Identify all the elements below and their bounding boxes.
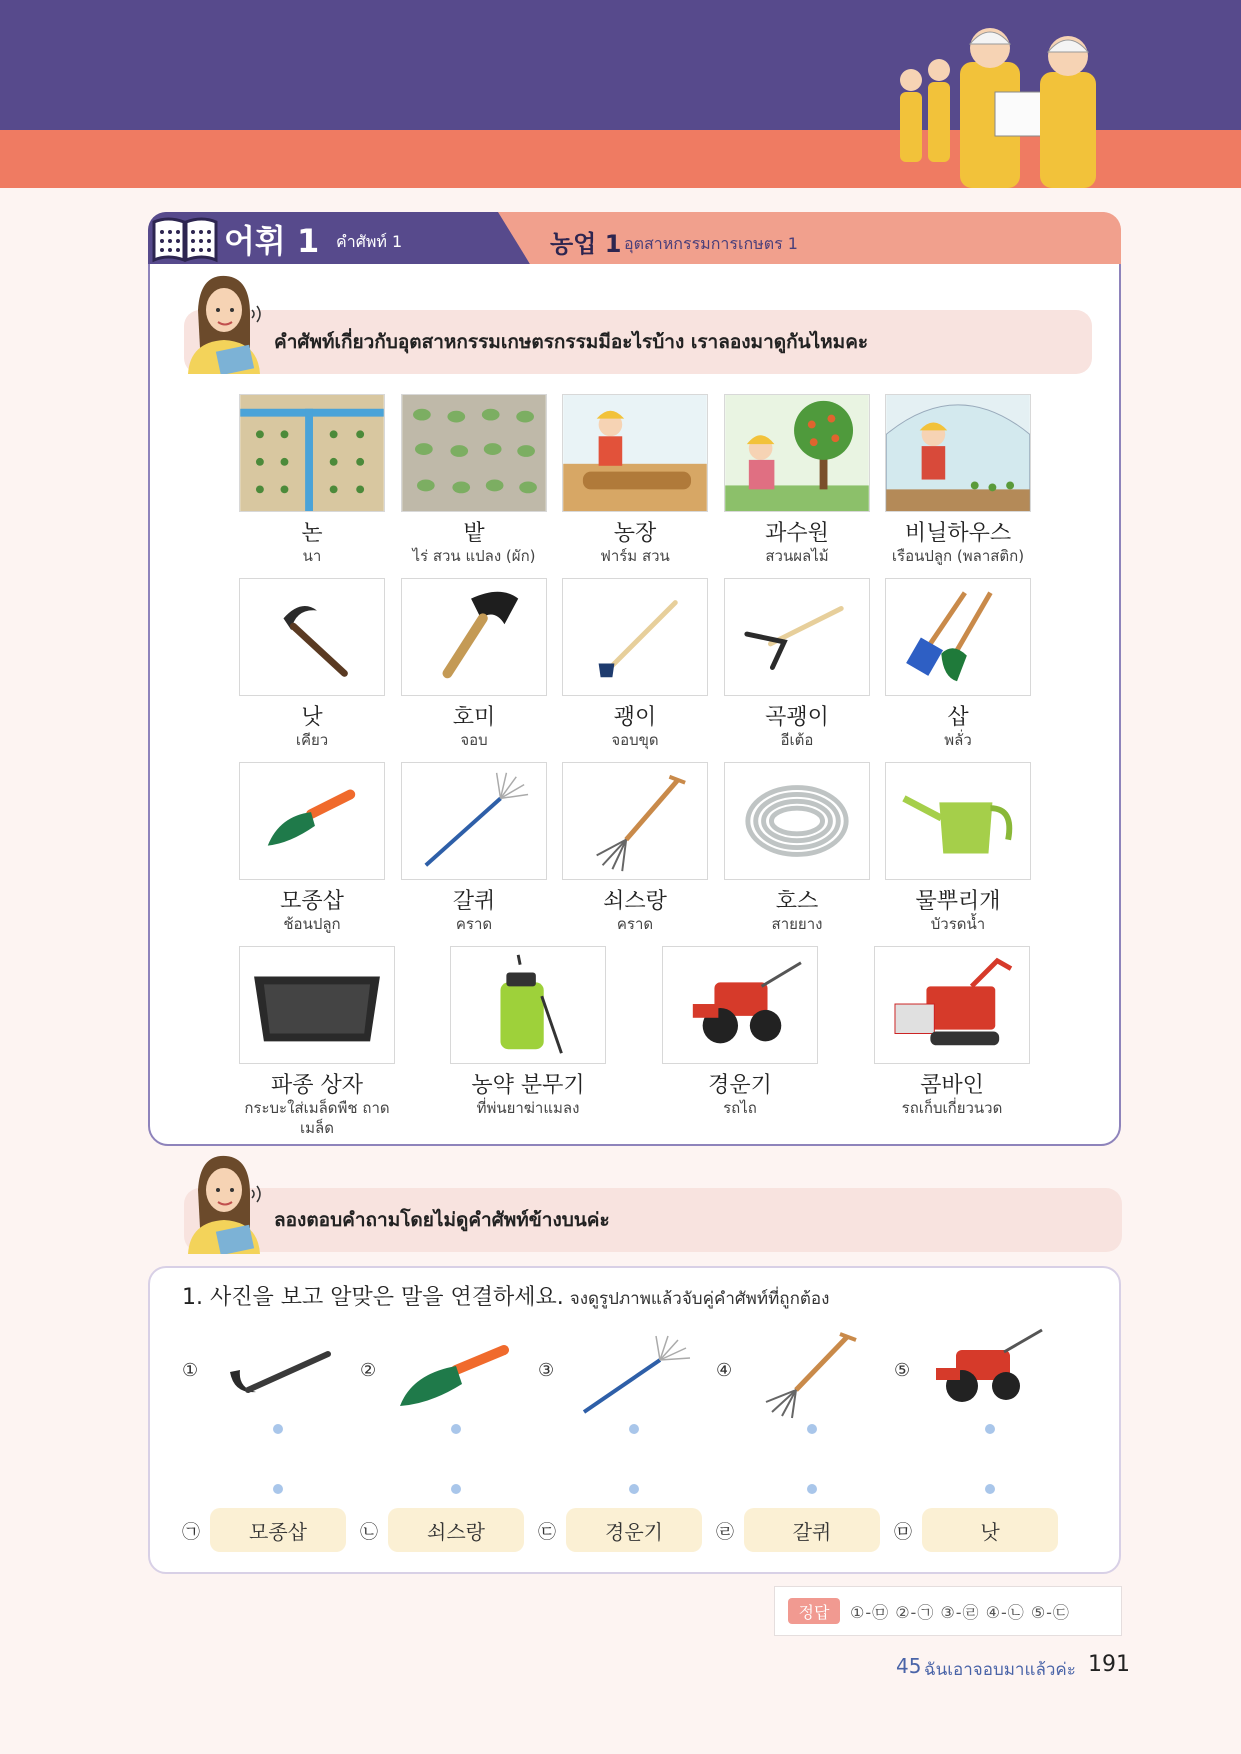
vocab-card (724, 578, 870, 758)
vocab-card (874, 946, 1030, 1126)
answer-option[interactable]: 모종삽 (210, 1508, 346, 1552)
vocab-card (885, 394, 1031, 574)
vocab-korean: 경운기 (708, 1073, 772, 1098)
seed-tray-icon (239, 946, 395, 1064)
vocab-korean: 호미 (452, 705, 496, 730)
vocab-thai: จอบ (460, 731, 488, 749)
vocab-korean: 농장 (613, 521, 657, 546)
vocab-thai: สวนผลไม้ (765, 547, 829, 565)
answer-option[interactable]: 쇠스랑 (388, 1508, 524, 1552)
item-number: ④ (716, 1360, 733, 1381)
vocab-thai: ที่พ่นยาฆ่าแมลง (476, 1099, 580, 1117)
intro-speech-bubble (184, 310, 1092, 374)
trowel-icon (396, 1330, 514, 1420)
topic-subtitle: อุตสาหกรรมการเกษตร 1 (624, 234, 798, 253)
vocab-thai: พลั่ว (944, 731, 972, 749)
vocab-card (662, 946, 818, 1126)
vocab-korean: 모종삽 (280, 889, 344, 914)
vocab-subtitle: คำศัพท์ 1 (336, 232, 403, 251)
pitchfork-icon (752, 1330, 870, 1420)
question-title (182, 1280, 829, 1312)
workers-illustration (890, 22, 1120, 188)
vocab-thai: คราด (616, 915, 654, 933)
vocab-card (450, 946, 606, 1126)
shovel-icon (885, 578, 1031, 696)
answer-connector-dot[interactable] (451, 1484, 461, 1494)
answer-key-items: ①-㉤ ②-㉠ ③-㉣ ④-㉡ ⑤-㉢ (850, 1603, 1070, 1622)
vocab-korean: 파종 상자 (270, 1073, 363, 1098)
vocab-thai: สายยาง (771, 915, 823, 933)
hoe-icon (401, 578, 547, 696)
vocab-korean: 쇠스랑 (603, 889, 667, 914)
vocab-korean: 콤바인 (920, 1073, 984, 1098)
vocab-thai: ฟาร์ม สวน (600, 547, 670, 565)
vocab-thai: ช้อนปลูก (283, 915, 341, 933)
item-number: ① (182, 1360, 199, 1381)
rake-icon (401, 762, 547, 880)
answer-mark: ㉠ (182, 1522, 200, 1543)
page-number: 191 (1088, 1652, 1130, 1677)
vocab-card (401, 578, 547, 758)
item-connector-dot[interactable] (985, 1424, 995, 1434)
vocab-card (885, 762, 1031, 942)
vocab-card (724, 394, 870, 574)
sickle-icon (218, 1330, 336, 1420)
vocab-korean: 갈퀴 (452, 889, 496, 914)
vocab-thai: เคียว (295, 731, 329, 749)
vocab-korean: 물뿌리개 (915, 889, 1001, 914)
vocab-card (239, 394, 385, 574)
answer-option[interactable]: 경운기 (566, 1508, 702, 1552)
greenhouse-icon (885, 394, 1031, 512)
answer-option[interactable]: 갈퀴 (744, 1508, 880, 1552)
vocab-korean: 밭 (463, 521, 485, 546)
orchard-icon (724, 394, 870, 512)
lesson-number: 45 (896, 1654, 922, 1678)
hose-icon (724, 762, 870, 880)
answer-connector-dot[interactable] (273, 1484, 283, 1494)
vocab-korean: 곡괭이 (765, 705, 829, 730)
answer-option[interactable]: 낫 (922, 1508, 1058, 1552)
vocab-thai: รถเก็บเกี่ยวนวด (901, 1099, 1003, 1117)
vocab-korean: 농약 분무기 (471, 1073, 585, 1098)
vocab-thai: จอบขุด (611, 731, 659, 749)
vocab-thai: บัวรดน้ำ (930, 915, 986, 933)
answer-connector-dot[interactable] (629, 1484, 639, 1494)
vocab-thai: นา (302, 547, 322, 565)
topic-title: 농업 1 (550, 230, 622, 258)
vocab-thai: คราด (455, 915, 493, 933)
quiz-intro-text: ลองตอบคำถามโดยไม่ดูคำศัพท์ข้างบนค่ะ (274, 1209, 610, 1231)
question-title-ko: 1. 사진을 보고 알맞은 말을 연결하세요. (182, 1285, 564, 1310)
teacher-avatar (180, 270, 268, 374)
farm-icon (562, 394, 708, 512)
answer-mark: ㉤ (894, 1522, 912, 1543)
vocab-korean: 괭이 (613, 705, 657, 730)
answer-mark: ㉣ (716, 1522, 734, 1543)
intro-text: คำศัพท์เกี่ยวกับอุตสาหกรรมเกษตรกรรมมีอะไรบ้าง เราลองมาดูกันไหมคะ (274, 331, 869, 353)
vocab-title: 어휘 1 (224, 222, 320, 260)
item-number: ③ (538, 1360, 555, 1381)
tiller-icon (662, 946, 818, 1064)
vegetable-field-icon (401, 394, 547, 512)
vocab-korean: 비닐하우스 (904, 521, 1012, 546)
question-title-th: จงดูรูปภาพแล้วจับคู่คำศัพท์ที่ถูกต้อง (569, 1289, 830, 1309)
vocab-thai: เรือนปลูก (พลาสติก) (891, 547, 1025, 565)
vocab-korean: 삽 (947, 705, 969, 730)
answer-mark: ㉡ (360, 1522, 378, 1543)
answer-connector-dot[interactable] (985, 1484, 995, 1494)
pitchfork-icon (562, 762, 708, 880)
vocab-korean: 논 (301, 521, 323, 546)
item-connector-dot[interactable] (451, 1424, 461, 1434)
item-number: ② (360, 1360, 377, 1381)
item-connector-dot[interactable] (273, 1424, 283, 1434)
vocab-card (562, 762, 708, 942)
watering-can-icon (885, 762, 1031, 880)
trowel-icon (239, 762, 385, 880)
rice-paddy-icon (239, 394, 385, 512)
answer-connector-dot[interactable] (807, 1484, 817, 1494)
item-connector-dot[interactable] (807, 1424, 817, 1434)
vocab-card (885, 578, 1031, 758)
item-number: ⑤ (894, 1360, 911, 1381)
vocab-thai: กระบะใส่เมล็ดพืช ถาดเมล็ด (244, 1099, 390, 1137)
vocab-card (239, 578, 385, 758)
lesson-title: ฉันเอาจอบมาแล้วค่ะ (924, 1660, 1076, 1680)
vocab-korean: 낫 (301, 705, 323, 730)
vocab-thai: ไร่ สวน แปลง (ผัก) (412, 547, 536, 565)
teacher-avatar (180, 1150, 268, 1254)
sickle-icon (239, 578, 385, 696)
sprayer-icon (450, 946, 606, 1064)
tiller-icon (930, 1320, 1048, 1410)
vocab-korean: 과수원 (765, 521, 829, 546)
vocab-card (239, 946, 395, 1146)
answer-mark: ㉢ (538, 1522, 556, 1543)
vocab-card (239, 762, 385, 942)
grub-hoe-icon (562, 578, 708, 696)
vocab-card (401, 762, 547, 942)
answer-key-label: 정답 (788, 1598, 840, 1624)
vocab-card (724, 762, 870, 942)
book-icon (150, 214, 220, 264)
vocab-card (401, 394, 547, 574)
vocab-thai: รถไถ (723, 1099, 757, 1117)
rake-icon (574, 1330, 692, 1420)
quiz-speech-bubble (184, 1188, 1122, 1252)
vocab-card (562, 394, 708, 574)
item-connector-dot[interactable] (629, 1424, 639, 1434)
pickaxe-icon (724, 578, 870, 696)
vocab-korean: 호스 (775, 889, 819, 914)
vocab-thai: อีเต้อ (780, 731, 814, 749)
vocab-card (562, 578, 708, 758)
combine-icon (874, 946, 1030, 1064)
